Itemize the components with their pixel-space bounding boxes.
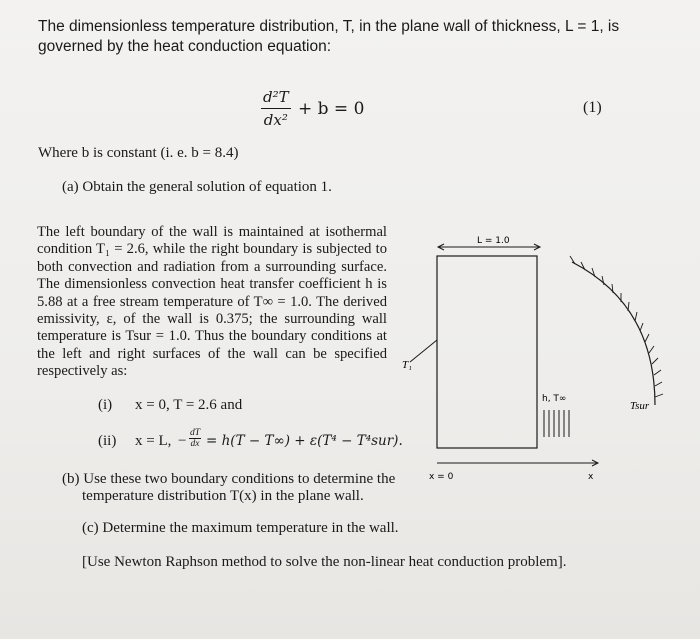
tsur-label: Tsur	[630, 400, 650, 412]
part-c-text: (c) Determine the maximum temperature in the wall.	[82, 520, 399, 536]
length-label: L = 1.0	[477, 236, 510, 246]
wall-rectangle	[437, 256, 537, 448]
note-text: [Use Newton Raphson method to solve the non-linear heat conduction problem].	[82, 554, 567, 570]
h-label: h, T∞	[542, 394, 567, 404]
bc2-frac-num: dT	[190, 428, 201, 438]
bc2-label: (ii)	[98, 433, 117, 449]
bc2-frac-den: dx	[190, 439, 200, 449]
part-b-line2: temperature distribution T(x) in the plane wall.	[82, 488, 364, 504]
bc2-rhs: = h(T − T∞) + ε(T⁴ − T⁴sur).	[206, 433, 403, 449]
part-b-line1: (b) Use these two boundary conditions to determine the	[62, 471, 396, 487]
x0-label: x = 0	[429, 472, 454, 482]
convection-arrows	[544, 410, 569, 437]
bc2-minus: −	[178, 433, 187, 449]
surface-hatching	[570, 256, 663, 397]
equation-rest: + b = 0	[298, 99, 365, 119]
t1-label: T₁	[402, 359, 412, 371]
surrounding-surface-arc	[572, 262, 655, 405]
x-label: x	[588, 472, 594, 482]
equation-number: (1)	[583, 99, 602, 116]
equation-numerator: d²T	[261, 88, 291, 109]
part-a-text: (a) Obtain the general solution of equation 1.	[62, 179, 332, 195]
bc2-prefix: x = L,	[135, 433, 172, 449]
t1-pointer-line	[410, 340, 437, 362]
equation-denominator: dx²	[263, 111, 288, 129]
where-b-text: Where b is constant (i. e. b = 8.4)	[38, 145, 239, 161]
intro-text: The dimensionless temperature distribution, T, in the plane wall of thickness, L = 1, is governed by the heat conduction equation:	[38, 18, 620, 55]
boundary-paragraph: The left boundary of the wall is maintained at isothermal condition T₁ = 2.6, while the right boundary is subjected to both convection and radiation from a surrounding surface. The dimensionless convection heat transfer coefficient h is 5.88 at a free stream temperature of T∞ = 1.0. The derived emissivity, ε, of the wall is 0.375; the surrounding wall temperature is Tsur = 1.0. Thus the boundary conditions at the left and right surfaces of the wall can be specified respectively as:	[37, 224, 387, 380]
bc1-label: (i)	[98, 397, 113, 413]
x-axis	[437, 460, 598, 466]
bc1-text: x = 0, T = 2.6 and	[135, 397, 243, 413]
